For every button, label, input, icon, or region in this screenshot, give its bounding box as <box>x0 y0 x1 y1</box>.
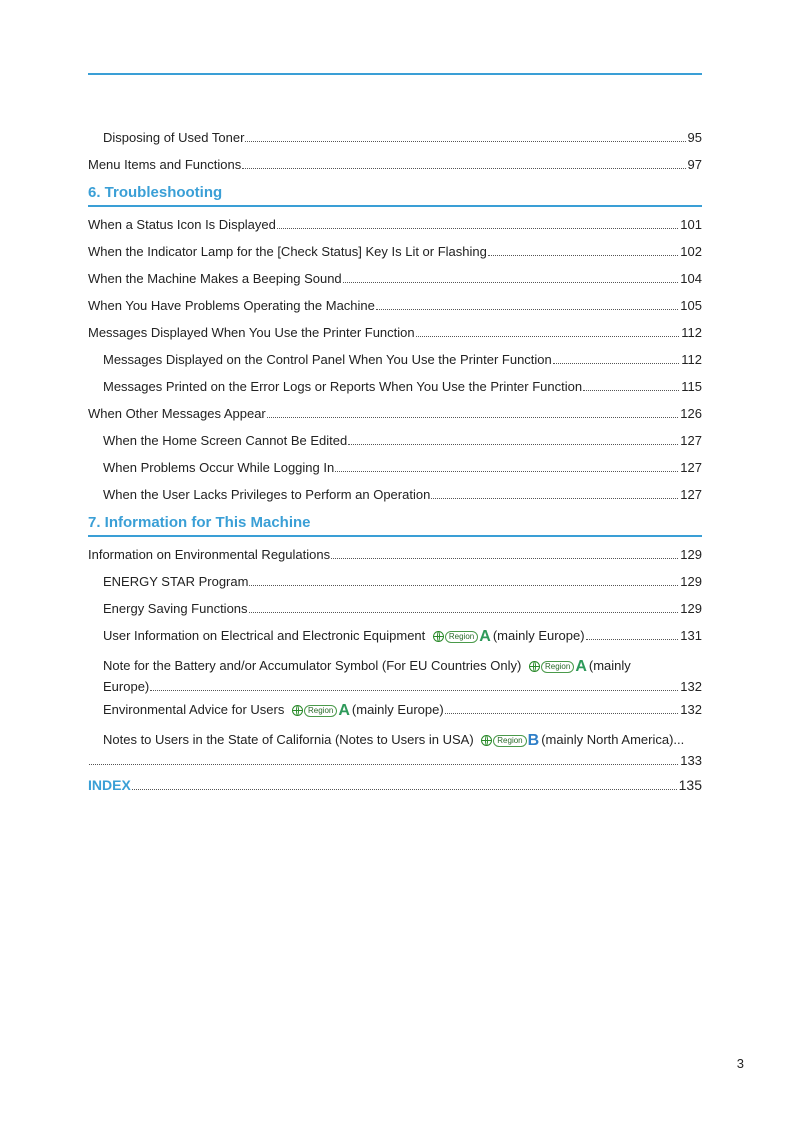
toc-group-b <box>88 217 702 503</box>
globe-icon <box>481 735 492 746</box>
globe-icon <box>529 661 540 672</box>
toc-entry-page: 112 <box>681 352 702 367</box>
toc-entry-page: 101 <box>680 217 702 232</box>
toc-entry-title: When You Have Problems Operating the Machine <box>88 298 375 313</box>
table-of-contents <box>88 130 702 794</box>
region-letter: A <box>479 627 491 645</box>
index-page: 135 <box>678 777 702 793</box>
toc-entry-page: 95 <box>687 130 702 145</box>
toc-entry-page: 129 <box>680 601 702 616</box>
dot-leader <box>335 470 678 472</box>
toc-entry-page: 97 <box>687 157 702 172</box>
toc-entry-title: Environmental Advice for Users Region A (mainly Europe) <box>103 701 444 719</box>
toc-entry-title: User Information on Electrical and Electronic Equipment Region A (mainly Europe) <box>103 627 585 645</box>
toc-entry[interactable] <box>88 352 702 368</box>
toc-entry-page: 104 <box>680 271 702 286</box>
dot-leader <box>343 281 679 283</box>
toc-entry-user-info[interactable] <box>88 628 702 644</box>
toc-entry-page: 127 <box>680 460 702 475</box>
toc-entry-page: 133 <box>680 753 702 768</box>
toc-entry-title: Disposing of Used Toner <box>103 130 245 145</box>
region-label: Region <box>541 661 574 673</box>
dot-leader <box>586 638 679 640</box>
toc-entry-california[interactable] <box>88 729 702 771</box>
toc-entry-index[interactable] <box>88 776 702 794</box>
dot-leader <box>416 335 680 337</box>
region-badge <box>433 627 491 645</box>
dot-leader <box>376 308 678 310</box>
toc-entry-page: 102 <box>680 244 702 259</box>
toc-entry[interactable] <box>88 157 702 173</box>
toc-entry-page: 129 <box>680 574 702 589</box>
toc-entry-page: 105 <box>680 298 702 313</box>
toc-entry-title: When the Home Screen Cannot Be Edited <box>103 433 348 448</box>
dot-leader <box>277 227 678 229</box>
toc-entry[interactable] <box>88 547 702 563</box>
dot-leader <box>267 416 679 418</box>
globe-icon <box>292 705 303 716</box>
toc-entry[interactable] <box>88 298 702 314</box>
dot-leader <box>583 389 679 391</box>
toc-entry[interactable] <box>88 379 702 395</box>
dot-leader <box>488 254 678 256</box>
toc-group-a <box>88 130 702 173</box>
dot-leader <box>348 443 678 445</box>
dot-leader <box>431 497 678 499</box>
toc-entry-page: 115 <box>681 379 702 394</box>
region-letter: A <box>575 657 587 675</box>
toc-entry-page: 132 <box>680 679 702 694</box>
toc-entry-page: 127 <box>680 487 702 502</box>
toc-entry[interactable] <box>88 325 702 341</box>
dot-leader <box>249 584 678 586</box>
toc-entry-title: Note for the Battery and/or Accumulator Symbol (For EU Countries Only) Region A (mainly <box>103 657 631 675</box>
toc-entry-page: 131 <box>680 628 702 643</box>
toc-entry-title: ENERGY STAR Program <box>103 574 249 589</box>
dot-leader <box>150 689 678 691</box>
region-label: Region <box>493 735 526 747</box>
toc-entry-title: Energy Saving Functions <box>103 601 248 616</box>
toc-entry-title: Messages Displayed on the Control Panel When You Use the Printer Function <box>103 352 552 367</box>
page-number: 3 <box>736 1056 744 1071</box>
toc-entry-page: 126 <box>680 406 702 421</box>
region-badge <box>481 731 540 749</box>
toc-entry[interactable] <box>88 433 702 449</box>
top-rule <box>88 73 702 75</box>
globe-icon <box>433 631 444 642</box>
chapter-heading-6[interactable]: 6. Troubleshooting <box>88 184 702 207</box>
toc-group-c <box>88 547 702 617</box>
toc-entry[interactable] <box>88 271 702 287</box>
toc-entry[interactable] <box>88 487 702 503</box>
toc-entry-page: 112 <box>681 325 702 340</box>
toc-entry-title: When a Status Icon Is Displayed <box>88 217 276 232</box>
toc-entry[interactable] <box>88 460 702 476</box>
toc-entry-title: Menu Items and Functions <box>88 157 242 172</box>
toc-entry[interactable] <box>88 217 702 233</box>
region-badge <box>529 657 587 675</box>
toc-entry[interactable] <box>88 601 702 617</box>
toc-entry-title: Messages Printed on the Error Logs or Reports When You Use the Printer Function <box>103 379 583 394</box>
toc-entry-title: When Other Messages Appear <box>88 406 266 421</box>
toc-entry-page: 127 <box>680 433 702 448</box>
toc-entry-line2: Europe) 132 <box>103 676 702 697</box>
toc-entry[interactable] <box>88 130 702 146</box>
toc-entry-line2 <box>88 750 702 771</box>
toc-entry[interactable] <box>88 244 702 260</box>
toc-entry-title: When Problems Occur While Logging In <box>103 460 335 475</box>
toc-entry-title: Messages Displayed When You Use the Printer Function <box>88 325 415 340</box>
dot-leader <box>249 611 679 613</box>
chapter-heading-7[interactable]: 7. Information for This Machine <box>88 514 702 537</box>
dot-leader <box>132 788 677 790</box>
toc-entry-title: Information on Environmental Regulations <box>88 547 331 562</box>
toc-entry-title: Notes to Users in the State of California (Notes to Users in USA) Region B (mainly North America)... <box>103 731 685 749</box>
dot-leader <box>331 557 678 559</box>
dot-leader <box>245 140 685 142</box>
toc-entry-page: 129 <box>680 547 702 562</box>
dot-leader <box>445 712 679 714</box>
toc-entry[interactable] <box>88 574 702 590</box>
dot-leader <box>242 167 685 169</box>
toc-entry-title: When the User Lacks Privileges to Perform an Operation <box>103 487 431 502</box>
toc-entry-title: When the Machine Makes a Beeping Sound <box>88 271 342 286</box>
toc-entry-battery[interactable] <box>88 655 702 697</box>
region-label: Region <box>445 631 478 643</box>
toc-entry-title: When the Indicator Lamp for the [Check Status] Key Is Lit or Flashing <box>88 244 487 259</box>
toc-entry[interactable] <box>88 406 702 422</box>
region-badge <box>292 701 350 719</box>
dot-leader <box>553 362 680 364</box>
region-letter: B <box>527 731 540 749</box>
toc-entry-env-advice[interactable] <box>88 702 702 718</box>
dot-leader <box>89 763 678 765</box>
region-letter: A <box>338 701 350 719</box>
toc-entry-page: 132 <box>680 702 702 717</box>
index-title: INDEX <box>88 777 131 793</box>
region-label: Region <box>304 705 337 717</box>
